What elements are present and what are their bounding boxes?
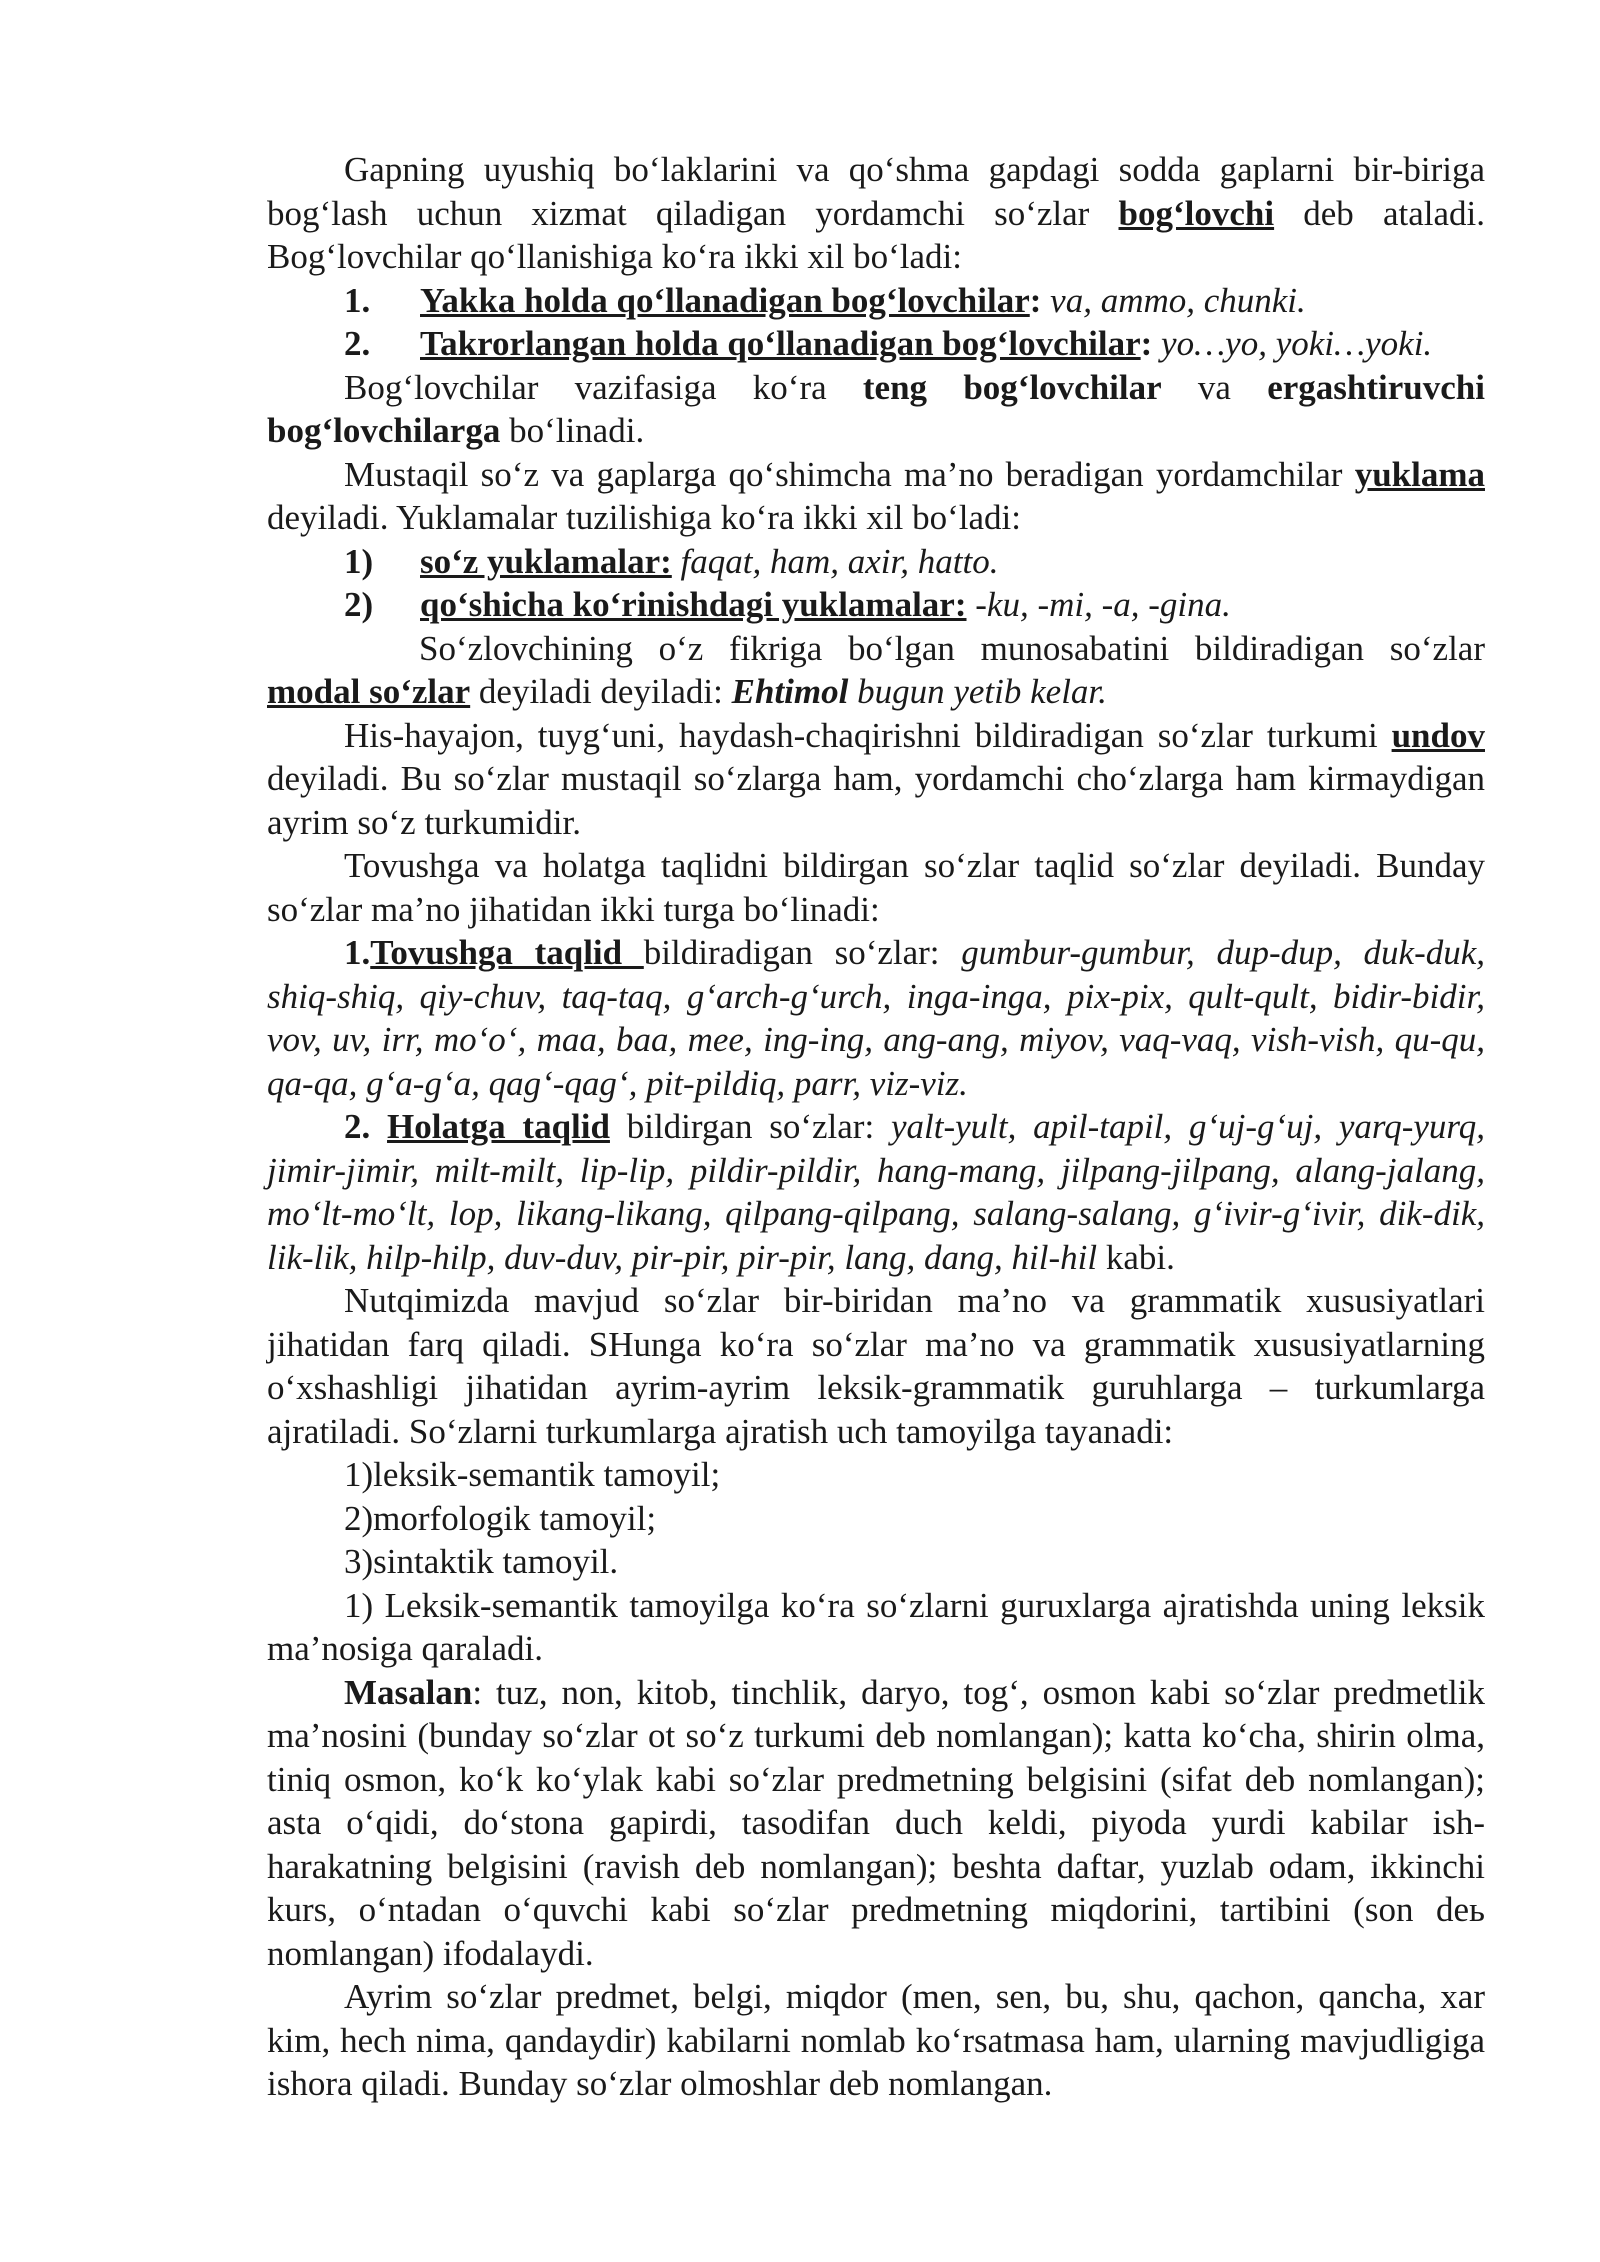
paragraph-boglovchi-types: Bog‘lovchilar vazifasiga ko‘ra teng bog‘lovchilar va ergashtiruvchi bog‘lovchilarga bo‘linadi. <box>267 367 1485 450</box>
list-item: 2)morfologik tamoyil; <box>344 1498 657 1538</box>
term-boglovchi: bog‘lovchi <box>1118 193 1275 233</box>
list-item: 2) qo‘shicha ko‘rinishdagi yuklamalar: -ku, -mi, -a, -gina. <box>344 585 1231 624</box>
paragraph-holatga-taqlid: 2. Holatga taqlid bildirgan so‘zlar: yalt-yult, apil-tapil, g‘uj-g‘uj, yarq-yurq, jimir-jimir, milt-milt, lip-lip, pildir-pildir, hang-mang, jilpang-jilpang, alang-jalang, mo‘lt-mo‘lt, lop, likang-likang, qilpang-qilpang, salang-salang, g‘ivir-g‘ivir, dik-dik, lik-lik, hilp-hilp, duv-duv, pir-pir, pir-pir, lang, dang, hil-hil kabi. <box>267 1107 1486 1277</box>
list-item: 1)leksik-semantik tamoyil; <box>344 1455 721 1494</box>
list-item: 1) so‘z yuklamalar: faqat, ham, axir, hatto. <box>344 541 999 581</box>
list-item: 2. Takrorlangan holda qo‘llanadigan bog‘lovchilar: yo…yo, yoki…yoki. <box>344 324 1433 363</box>
paragraph-tovushga-taqlid: 1.Tovushga taqlid bildiradigan so‘zlar: gumbur-gumbur, dup-dup, duk-duk, shiq-shiq, qiy-chuv, taq-taq, g‘arch-g‘urch, inga-inga, pix-pix, qult-qult, bidir-bidir, vov, uv, irr, mo‘o‘, maa, baa, mee, ing-ing, ang-ang, miyov, vaq-vaq, vish-vish, qu-qu, qa-qa, g‘a-g‘a, qag‘-qag‘, pit-pildiq, parr, viz-viz. <box>267 933 1486 1103</box>
list-item: 1. Yakka holda qo‘llanadigan bog‘lovchilar: va, ammo, chunki. <box>344 280 1306 320</box>
paragraph-olmoshlar: Ayrim so‘zlar predmet, belgi, miqdor (men, sen, bu, shu, qachon, qancha, xar kim, hech nima, qandaydir) kabilarni nomlab ko‘rsatmasa ham, ularning mavjudligiga ishora qiladi. Bunday so‘zlar olmoshlar deb nomlangan. <box>267 1977 1485 2103</box>
paragraph-yuklama: Mustaqil so‘z va gaplarga qo‘shimcha ma’no beradigan yordamchilar yuklama deyiladi. Yuklamalar tuzilishiga ko‘ra ikki xil bo‘ladi: <box>267 454 1485 537</box>
paragraph-undov: His-hayajon, tuyg‘uni, haydash-chaqirishni bildiradigan so‘zlar turkumi undov deyiladi. Bu so‘zlar mustaqil so‘zlarga ham, yordamchi cho‘zlarga ham kirmaydigan ayrim so‘z turkumidir. <box>267 715 1485 842</box>
paragraph-taqlid: Tovushga va holatga taqlidni bildirgan so‘zlar taqlid so‘zlar deyiladi. Bunday so‘zlar ma’no jihatidan ikki turga bo‘linadi: <box>267 846 1485 929</box>
paragraph-leksik-semantik: 1) Leksik-semantik tamoyilga ko‘ra so‘zlarni guruxlarga ajratishda uning leksik ma’nosiga qaraladi. <box>267 1585 1485 1668</box>
paragraph-modal: So‘zlovchining o‘z fikriga bo‘lgan munosabatini bildiradigan so‘zlar modal so‘zlar deyiladi deyiladi: Ehtimol bugun yetib kelar. <box>267 628 1485 711</box>
paragraph-masalan: Masalan: tuz, non, kitob, tinchlik, daryo, tog‘, osmon kabi so‘zlar predmetlik ma’nosini (bunday so‘zlar ot so‘z turkumi deb nomlangan); katta ko‘cha, shirin olma, tiniq osmon, ko‘k ko‘ylak kabi so‘zlar predmetning belgisini (sifat deb nomlangan); asta o‘qidi, do‘stona gapirdi, tasodifan duch keldi, piyoda yurdi kabilar ish-harakatning belgisini (ravish deb nomlangan); beshta daftar, yuzlab odam, ikkinchi kurs, o‘ntadan o‘quvchi kabi so‘zlar predmetning miqdorini, tartibini (son deь nomlangan) ifodalaydi. <box>267 1672 1485 1973</box>
document-page <box>267 148 1485 2106</box>
paragraph-boglovchi: Gapning uyushiq bo‘laklarini va qo‘shma gapdagi sodda gaplarni bir-biriga bog‘lash uchun xizmat qiladigan yordamchi so‘zlar bog‘lovchi deb ataladi. Bog‘lovchilar qo‘llanishiga ko‘ra ikki xil bo‘ladi: <box>267 150 1486 276</box>
paragraph-turkumlar: Nutqimizda mavjud so‘zlar bir-biridan ma’no va grammatik xususiyatlari jihatidan farq qiladi. SHunga ko‘ra so‘zlar ma’no va grammatik xususiyatlarning o‘xshashligi jihatidan ayrim-ayrim leksik-grammatik guruhlarga – turkumlarga ajratiladi. So‘zlarni turkumlarga ajratish uch tamoyilga tayanadi: <box>267 1281 1485 1451</box>
list-item: 3)sintaktik tamoyil. <box>344 1542 619 1581</box>
